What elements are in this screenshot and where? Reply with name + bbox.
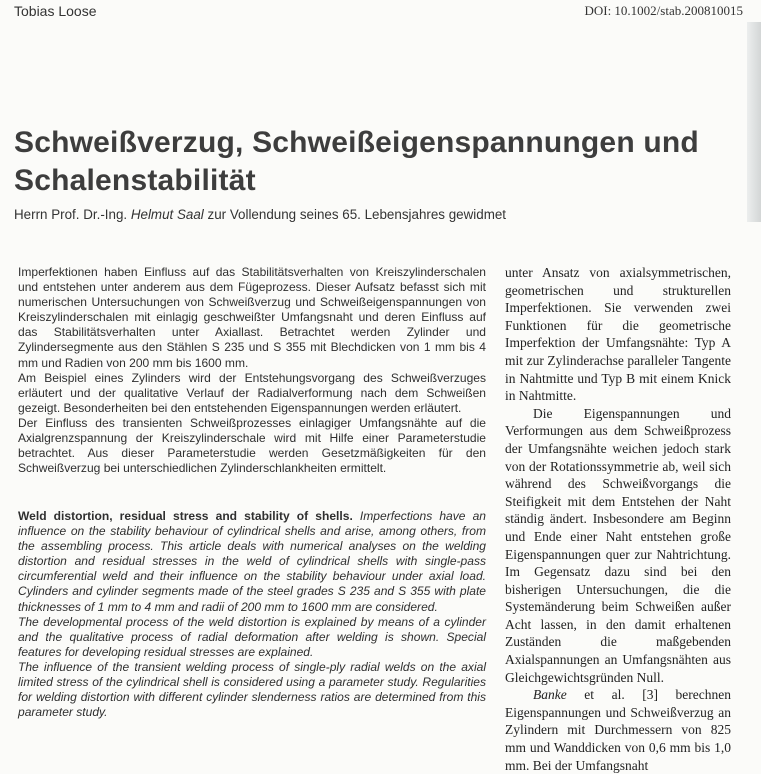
abstract-de-paragraph: Imperfektionen haben Einfluss auf das Stabilitätsverhalten von Kreiszylinderschalen und entstehen unter anderem aus dem Fügeprozess. Dieser Aufsatz befasst sich mit numerischen Untersuchungen von Schweißverzug und Schweißeigenspannungen von Kreiszylinderschalen mit einlagig geschweißter Umfangsnaht und deren Einfluss auf das Stabilitätsverhalten unter Axiallast. Betrachtet werden Zylinder und Zylindersegmente aus den Stählen S 235 und S 355 mit Blechdicken von 1 mm bis 4 mm und Radien von 200 mm bis 1600 mm. — [18, 265, 486, 370]
dedication-name: Helmut Saal — [130, 207, 204, 222]
cited-author: Banke — [533, 687, 567, 703]
abstract-en-paragraph: The influence of the transient welding process of single-ply radial welds on the axial limited stress of the cylindrical shell is considered using a parameter study. Regularities for welding distortion with different cylinder slenderness ratios are determined from this parameter study. — [18, 659, 486, 720]
scan-edge-strip — [747, 22, 761, 222]
running-header-author: Tobias Loose — [14, 3, 97, 19]
doi-header: DOI: 10.1002/stab.200810015 — [584, 3, 743, 18]
abstract-en-paragraph — [18, 509, 486, 615]
abstract-en-paragraph: The developmental process of the weld distortion is explained by means of a cylinder and the qualitative process of radial deformation after welding is shown. Special features for developing residual stresses are explained. — [18, 614, 486, 659]
body-paragraph: Die Eigenspannungen und Verformungen aus dem Schweißprozess der Umfangsnähte weichen jedoch stark von der Rotationssymmetrie ab, weil sich während des Schweißvorgangs die Steifigkeit mit dem Entstehen der Naht ständig ändert. Insbesondere am Beginn und Ende einer Naht entstehen große Eigenspannungen quer zur Nahtrichtung. Im Gegensatz dazu sind bei den bisherigen Untersuchungen, die die Systemänderung beim Schweißen außer Acht lassen, in den damit erhaltenen Zuständen die maßgebenden Axialspannungen an Umfangsnähten aus Gleichgewichtsgründen Null. — [505, 405, 731, 685]
abstract-english — [18, 509, 486, 720]
abstract-en-title: Weld distortion, residual stress and stability of shells. — [18, 509, 353, 523]
abstract-de-paragraph: Am Beispiel eines Zylinders wird der Entstehungsvorgang des Schweißverzuges erläutert und der qualitative Verlauf der Radialverformung nach dem Schweißen gezeigt. Besonderheiten bei den entstehenden Eigenspannungen werden erläutert. — [18, 370, 486, 415]
body-text-column — [505, 264, 731, 774]
dedication — [14, 207, 506, 222]
dedication-suffix: zur Vollendung seines 65. Lebensjahres gewidmet — [207, 207, 507, 222]
body-paragraph: unter Ansatz von axialsymmetrischen, geometrischen und strukturellen Imperfektionen. Sie verwenden zwei Funktionen für die geometrische Imperfektion der Umfangsnähte: Typ A mit zur Zylinderachse paralleler Tangente in Nahtmitte und Typ B mit einem Knick in Nahtmitte. — [505, 265, 731, 404]
body-paragraph-text: et al. [3] berechnen Eigenspannungen und Schweißverzug an Zylindern mit Durchmessern von 825 mm und Wanddicken von 0,6 mm bis 1,0 mm. Bei der Umfangsnaht — [505, 687, 731, 773]
abstract-en-text: Imperfections have an influence on the stability behaviour of cylindrical shells and arise, among others, from the assembling process. This article deals with numerical analyses on the welding distortion and residual stresses in the weld of cylindrical shells with single-pass circumferential weld and their influence on the stability behaviour under axial load. Cylinders and cylinder segments made of the steel grades S 235 and S 355 with plate thicknesses of 1 mm to 4 mm and radii of 200 mm to 1600 mm are considered. — [18, 509, 486, 614]
article-title: Schweißverzug, Schweißeigenspannungen und Schalenstabilität — [14, 126, 699, 197]
dedication-prefix: Herrn Prof. Dr.-Ing. — [14, 207, 128, 222]
abstract-german — [18, 265, 486, 476]
abstract-de-paragraph: Der Einfluss des transienten Schweißprozesses einlagiger Umfangsnähte auf die Axialgrenzspannung der Kreiszylinderschale wird mit Hilfe einer Parameterstudie betrachtet. Aus dieser Parameterstudie werden Gesetzmäßigkeiten für den Schweißverzug bei unterschiedlichen Zylinderschlankheiten ermittelt. — [18, 415, 486, 476]
